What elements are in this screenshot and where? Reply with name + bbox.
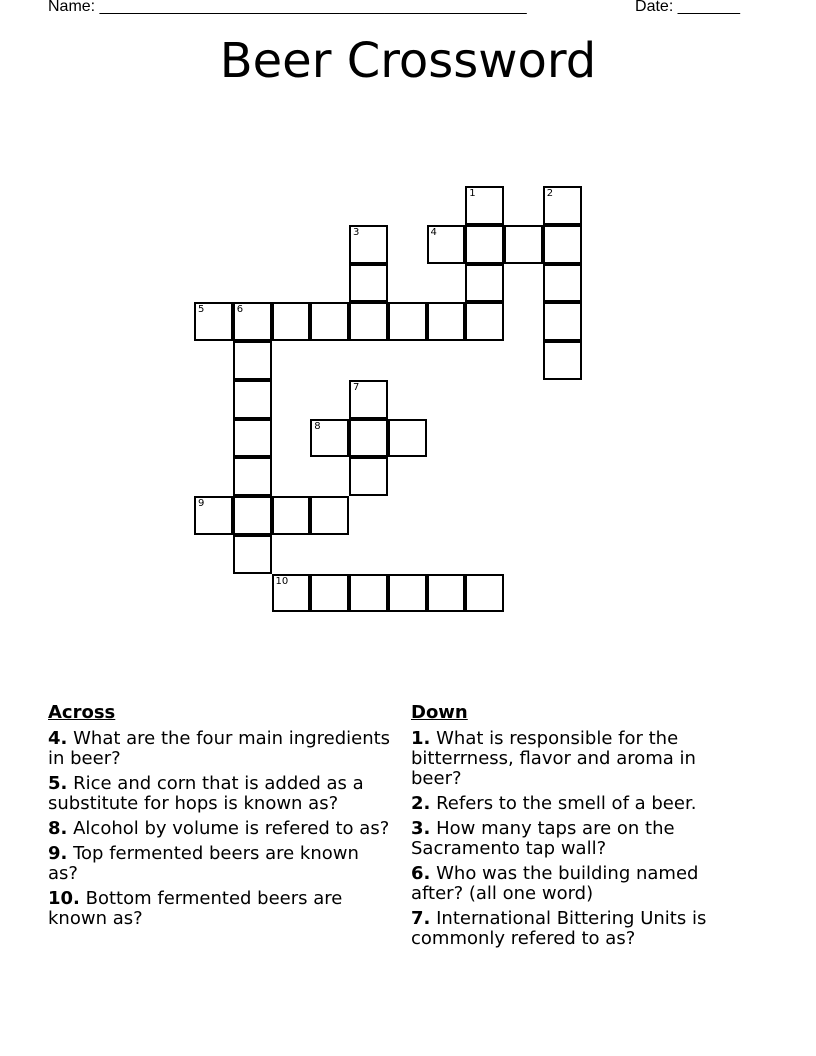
clue-text: International Bittering Units is commonly refered to as?	[411, 908, 707, 949]
clue-text: Alcohol by volume is refered to as?	[73, 818, 390, 839]
cell-input[interactable]	[312, 421, 347, 456]
clue-down-6	[411, 864, 741, 904]
down-clues	[411, 702, 741, 954]
clue-number-label: 4	[430, 226, 437, 238]
crossword-cell[interactable]	[465, 186, 504, 225]
crossword-cell[interactable]	[543, 341, 582, 380]
clue-text: What is responsible for the bitterrness, flavor and aroma in beer?	[411, 728, 696, 789]
crossword-cell[interactable]	[427, 302, 466, 341]
clue-number-label: 2	[546, 188, 554, 199]
cell-input[interactable]	[351, 382, 386, 417]
cell-input[interactable]	[351, 266, 386, 301]
crossword-cell[interactable]	[349, 457, 388, 496]
crossword-cell[interactable]	[310, 302, 349, 341]
cell-input[interactable]	[467, 227, 502, 262]
clue-text: What are the four main ingredients in beer?	[48, 728, 391, 769]
cell-input[interactable]	[235, 537, 270, 572]
crossword-cell[interactable]	[233, 380, 272, 419]
cell-input[interactable]	[351, 421, 386, 456]
clue-number-label: 3	[353, 226, 360, 238]
cell-input[interactable]	[545, 188, 580, 223]
crossword-cell[interactable]	[310, 419, 349, 458]
cell-input[interactable]	[429, 227, 464, 262]
crossword-cell[interactable]	[272, 574, 311, 613]
cell-input[interactable]	[196, 498, 231, 533]
cell-input[interactable]	[429, 304, 464, 339]
cell-input[interactable]	[235, 498, 270, 533]
down-heading: Down	[411, 702, 468, 723]
across-heading: Across	[48, 702, 116, 723]
cell-input[interactable]	[312, 576, 347, 611]
crossword-cell[interactable]	[388, 574, 427, 613]
cell-input[interactable]	[235, 421, 270, 456]
crossword-cell[interactable]	[543, 186, 582, 225]
crossword-cell[interactable]	[465, 302, 504, 341]
clue-number-label: 7	[353, 381, 360, 393]
clue-across-9	[48, 844, 393, 884]
date-field-label: Date: _______	[635, 0, 740, 15]
clue-text: How many taps are on the Sacramento tap wall?	[411, 818, 675, 859]
crossword-cell[interactable]	[233, 419, 272, 458]
cell-input[interactable]	[467, 304, 502, 339]
cell-input[interactable]	[467, 576, 502, 611]
cell-input[interactable]	[351, 304, 386, 339]
crossword-cell[interactable]	[388, 302, 427, 341]
cell-input[interactable]	[274, 304, 309, 339]
crossword-cell[interactable]	[427, 574, 466, 613]
cell-input[interactable]	[274, 498, 309, 533]
crossword-cell[interactable]	[543, 264, 582, 303]
crossword-cell[interactable]	[465, 225, 504, 264]
cell-input[interactable]	[235, 382, 270, 417]
clue-down-3	[411, 819, 741, 859]
cell-input[interactable]	[467, 188, 502, 223]
crossword-cell[interactable]	[349, 225, 388, 264]
cell-input[interactable]	[545, 227, 580, 262]
clue-number: 10.	[48, 888, 80, 909]
clue-number-label: 9	[198, 498, 205, 509]
crossword-cell[interactable]	[233, 535, 272, 574]
clue-down-2	[411, 794, 741, 814]
clue-number: 2.	[411, 793, 431, 814]
crossword-cell[interactable]	[465, 264, 504, 303]
crossword-cell[interactable]	[194, 496, 233, 535]
cell-input[interactable]	[351, 576, 386, 611]
cell-input[interactable]	[351, 227, 386, 262]
page-title: Beer Crossword	[219, 33, 597, 89]
clue-text: Refers to the smell of a beer.	[436, 793, 697, 814]
crossword-cell[interactable]	[349, 419, 388, 458]
cell-input[interactable]	[274, 576, 309, 611]
clue-across-5	[48, 774, 393, 814]
crossword-cell[interactable]	[465, 574, 504, 613]
clue-text: Rice and corn that is added as a substitute for hops is known as?	[48, 773, 364, 814]
cell-input[interactable]	[390, 421, 425, 456]
crossword-cell[interactable]	[272, 302, 311, 341]
clue-text: Who was the building named after? (all one word)	[411, 863, 699, 904]
crossword-cell[interactable]	[349, 302, 388, 341]
clue-text: Top fermented beers are known as?	[48, 843, 359, 884]
name-field-label: Name: ________________________________________________	[48, 0, 527, 15]
cell-input[interactable]	[545, 304, 580, 339]
clue-text: Bottom fermented beers are known as?	[48, 888, 343, 929]
crossword-cell[interactable]	[388, 419, 427, 458]
header-line	[48, 0, 740, 16]
cell-input[interactable]	[351, 459, 386, 494]
clue-number-label: 8	[314, 420, 321, 432]
crossword-cell[interactable]	[543, 302, 582, 341]
cell-input[interactable]	[545, 343, 580, 378]
cell-input[interactable]	[196, 304, 231, 339]
crossword-cell[interactable]	[233, 496, 272, 535]
cell-input[interactable]	[312, 498, 347, 533]
clue-number: 3.	[411, 818, 431, 839]
cell-input[interactable]	[312, 304, 347, 339]
cell-input[interactable]	[390, 304, 425, 339]
clue-number: 8.	[48, 818, 68, 839]
crossword-cell[interactable]	[427, 225, 466, 264]
clue-number-label: 1	[469, 188, 476, 199]
crossword-cell[interactable]	[310, 574, 349, 613]
crossword-cell[interactable]	[349, 574, 388, 613]
clue-number-label: 5	[198, 304, 205, 316]
across-clues	[48, 702, 393, 934]
clue-number: 6.	[411, 863, 431, 884]
crossword-cell[interactable]	[504, 225, 543, 264]
cell-input[interactable]	[235, 459, 270, 494]
crossword-cell[interactable]	[233, 457, 272, 496]
crossword-cell[interactable]	[272, 496, 311, 535]
cell-input[interactable]	[235, 304, 270, 339]
clue-down-7	[411, 909, 741, 949]
clue-across-10	[48, 889, 393, 929]
clue-number-label: 6	[236, 304, 244, 316]
clue-number: 4.	[48, 728, 68, 749]
clue-number: 7.	[411, 908, 431, 929]
crossword-cell[interactable]	[233, 302, 272, 341]
crossword-cell[interactable]	[543, 225, 582, 264]
crossword-cell[interactable]	[194, 302, 233, 341]
cell-input[interactable]	[545, 266, 580, 301]
crossword-cell[interactable]	[349, 380, 388, 419]
clue-number: 1.	[411, 728, 431, 749]
cell-input[interactable]	[235, 343, 270, 378]
crossword-cell[interactable]	[233, 341, 272, 380]
crossword-cell[interactable]	[349, 264, 388, 303]
crossword-cell[interactable]	[310, 496, 349, 535]
cell-input[interactable]	[429, 576, 464, 611]
clue-down-1	[411, 729, 741, 789]
cell-input[interactable]	[467, 266, 502, 301]
cell-input[interactable]	[390, 576, 425, 611]
clue-number-label: 10	[275, 575, 289, 587]
clue-across-4	[48, 729, 393, 769]
clue-across-8	[48, 819, 393, 839]
clue-number: 9.	[48, 843, 68, 864]
cell-input[interactable]	[506, 227, 541, 262]
clue-number: 5.	[48, 773, 68, 794]
